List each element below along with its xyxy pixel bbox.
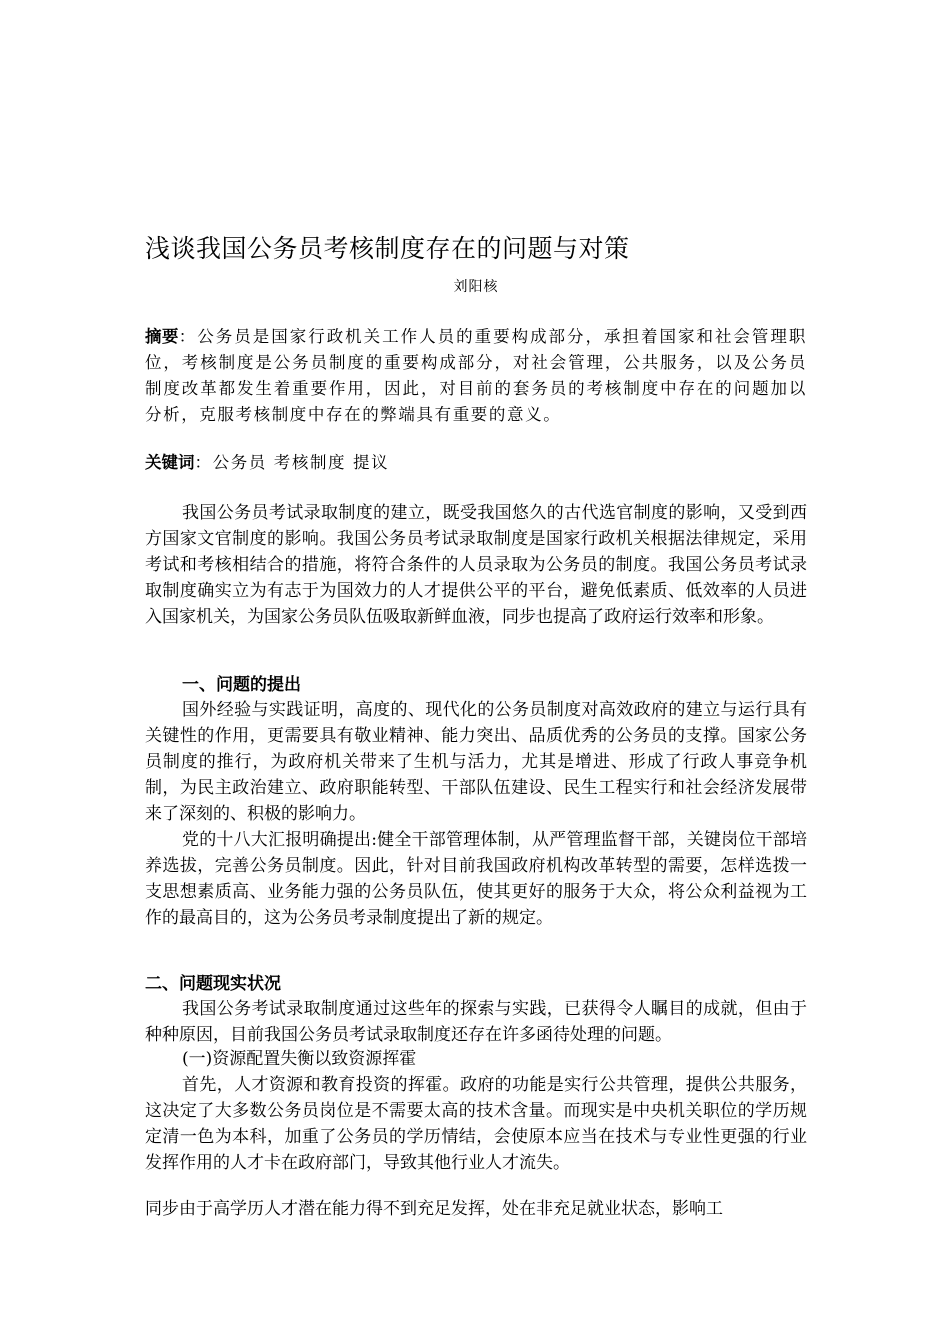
author-name: 刘阳核 bbox=[453, 279, 499, 295]
section2-paragraph-1: 我国公务考试录取制度通过这些年的探索与实践，已获得令人瞩目的成就，但由于种种原因，目前我国公务员考试录取制度还存在许多函待处理的问题。 bbox=[145, 999, 807, 1045]
abstract bbox=[145, 324, 807, 428]
section2-intro bbox=[145, 996, 807, 1048]
section1-heading: 一、问题的提出 bbox=[182, 675, 301, 695]
section2-body bbox=[145, 1072, 807, 1176]
intro-section bbox=[145, 500, 807, 630]
section2-paragraph-2: 首先，人才资源和教育投资的挥霍。政府的功能是实行公共管理，提供公共服务，这决定了大多数公务员岗位是不需要太高的技术含量。而现实是中央机关职位的学历规定清一色为本科，加重了公务员的学历情结，会使原本应当在技术与专业性更强的行业发挥作用的人才卡在政府部门，导致其他行业人才流失。 bbox=[145, 1075, 807, 1173]
keywords-label: 关键词 bbox=[145, 453, 195, 472]
section2-paragraph-3: 同步由于高学历人才潜在能力得不到充足发挥，处在非充足就业状态，影响工 bbox=[145, 1199, 723, 1219]
keywords bbox=[145, 450, 807, 476]
abstract-colon: ： bbox=[178, 327, 198, 346]
section2-heading: 二、问题现实状况 bbox=[145, 974, 281, 994]
keywords-colon: ： bbox=[194, 453, 213, 472]
section1-paragraph-1: 国外经验与实践证明，高度的、现代化的公务员制度对高效政府的建立与运行具有关键性的作用，更需要具有敬业精神、能力突出、品质优秀的公务员的支撑。国家公务员制度的推行，为政府机关带来了生机与活力，尤其是增进、形成了行政人事竞争机制，为民主政治建立、政府职能转型、干部队伍建设、民生工程实行和社会经济发展带来了深刻的、积极的影响力。 bbox=[145, 700, 807, 824]
document-title: 浅谈我国公务员考核制度存在的问题与对策 bbox=[145, 234, 630, 263]
section1-paragraph-2: 党的十八大汇报明确提出:健全干部管理体制，从严管理监督干部，关键岗位干部培养选拔，完善公务员制度。因此，针对目前我国政府机构改革转型的需要，怎样选拨一支思想素质高、业务能力强的公务员队伍，使其更好的服务于大众，将公众利益视为工作的最高目的，这为公务员考录制度提出了新的规定。 bbox=[145, 830, 807, 928]
abstract-text: 公务员是国家行政机关工作人员的重要构成部分，承担着国家和社会管理职位，考核制度是公务员制度的重要构成部分，对社会管理，公共服务，以及公务员制度改革都发生着重要作用，因此，对目前的套务员的考核制度中存在的问题加以分析，克服考核制度中存在的弊端具有重要的意义。 bbox=[145, 327, 807, 424]
subsection1-heading: (一)资源配置失衡以致资源挥霍 bbox=[182, 1049, 417, 1069]
keywords-text: 公务员 考核制度 提议 bbox=[212, 453, 390, 472]
intro-paragraph: 我国公务员考试录取制度的建立，既受我国悠久的古代选官制度的影响，又受到西方国家文官制度的影响。我国公务员考试录取制度是国家行政机关根据法律规定，采用考试和考核相结合的措施，将符合条件的人员录取为公务员的制度。我国公务员考试录取制度确实立为有志于为国效力的人才提供公平的平台，避免低素质、低效率的人员进入国家机关，为国家公务员队伍吸取新鲜血液，同步也提高了政府运行效率和形象。 bbox=[145, 503, 807, 627]
section2-continuation bbox=[145, 1196, 807, 1222]
abstract-label: 摘要 bbox=[145, 327, 179, 346]
section1-body bbox=[145, 697, 807, 931]
